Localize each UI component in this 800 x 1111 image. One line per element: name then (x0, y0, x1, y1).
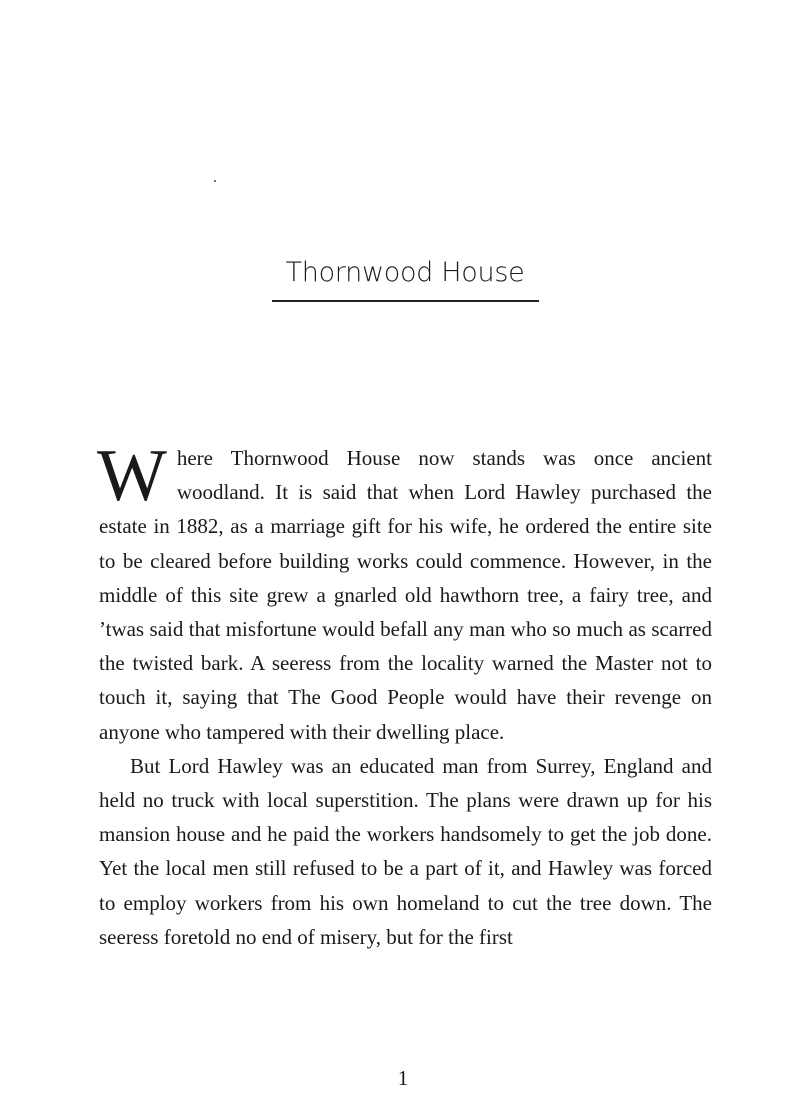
title-underline (272, 300, 539, 302)
stray-mark (214, 180, 216, 182)
body-text (97, 435, 712, 954)
drop-cap: W (97, 435, 167, 517)
chapter-title: Thornwood House (285, 257, 525, 288)
paragraph-1 (97, 435, 712, 749)
paragraph-2: But Lord Hawley was an educated man from Surrey, England and held no truck with local superstition. The plans were drawn up for his mansion house and he paid the workers handsomely to get the job done. Yet the local men still refused to be a part of it, and Hawley was forced to employ workers from his own homeland to cut the tree down. The seeress foretold no end of misery, but for the first (99, 753, 712, 949)
paragraph-1-text: here Thornwood House now stands was once ancient woodland. It is said that when Lord Hawley purchased the estate in 1882, as a marriage gift for his wife, he ordered the entire site to be cleared before building works could commence. However, in the middle of this site grew a gnarled old hawthorn tree, a fairy tree, and ’twas said that misfortune would befall any man who so much as scarred the twisted bark. A seeress from the locality warned the Master not to touch it, saying that The Good People would have their revenge on anyone who tampered with their dwelling place. (99, 446, 712, 744)
page-number: 1 (397, 1066, 409, 1090)
